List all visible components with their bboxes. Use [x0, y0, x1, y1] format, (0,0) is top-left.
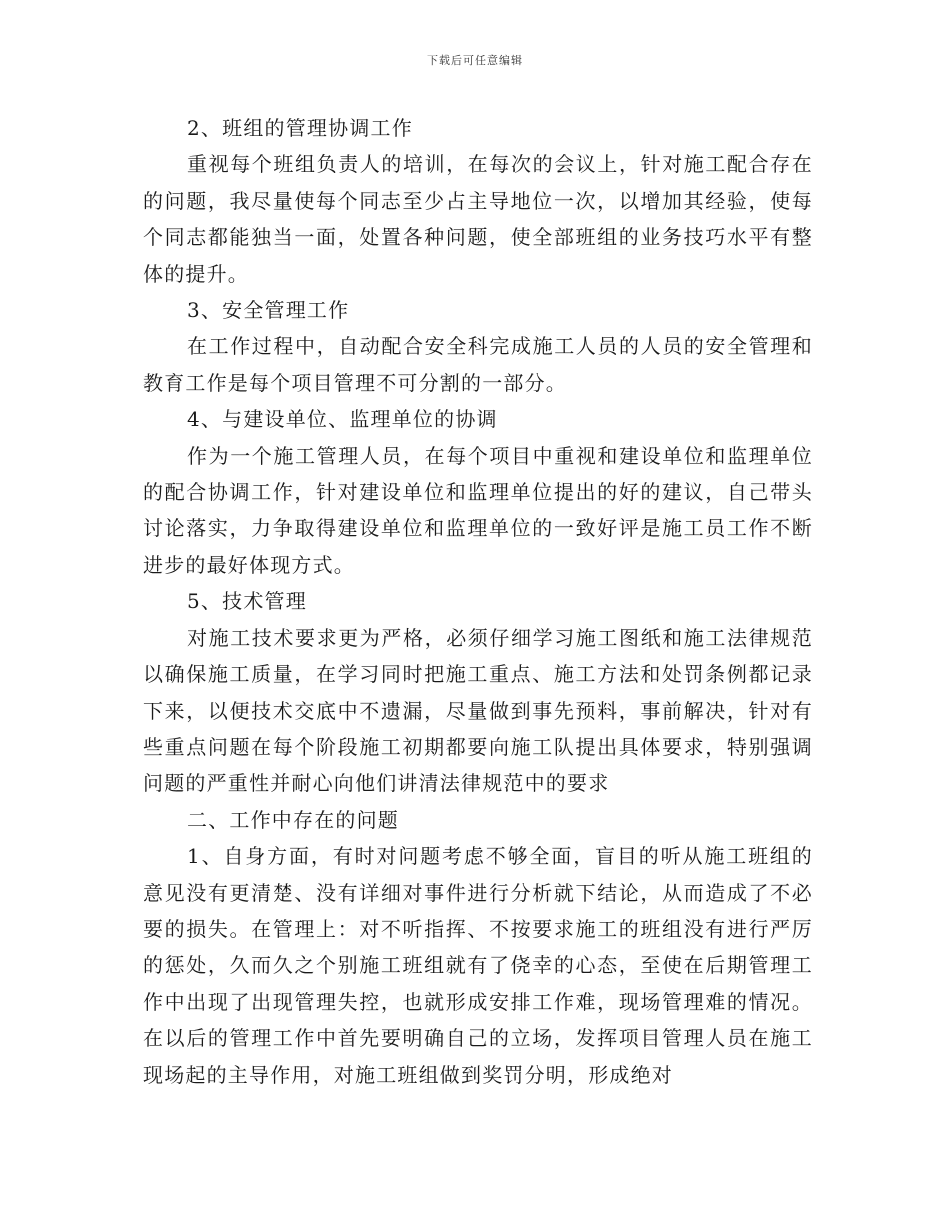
section-heading-team-coordination: 2、班组的管理协调工作 — [187, 116, 413, 140]
paragraph-existing-problems: 1、自身方面，有时对问题考虑不够全面，盲目的听从施工班组的意见没有更清楚、没有详细对事件进行分析就下结论，从而造成了不必要的损失。在管理上：对不听指挥、不按要求施工的班组没有进行严厉的惩处，久而久之个别施工班组就有了侥幸的心态，至使在后期管理工作中出现了出现管理失控，也就形成安排工作难，现场管理难的情况。在以后的管理工作中首先要明确自己的立场，发挥项目管理人员在施工现场起的主导作用，对施工班组做到奖罚分明，形成绝对 — [143, 844, 813, 1087]
paragraph-team-coordination: 重视每个班组负责人的培训，在每次的会议上，针对施工配合存在的问题，我尽量使每个同志至少占主导地位一次，以增加其经验，使每个同志都能独当一面，处置各种问题，使全部班组的业务技巧水平有整体的提升。 — [143, 152, 813, 286]
paragraph-client-coordination: 作为一个施工管理人员，在每个项目中重视和建设单位和监理单位的配合协调工作，针对建设单位和监理单位提出的好的建议，自己带头讨论落实，力争取得建设单位和监理单位的一致好评是施工员工作不断进步的最好体现方式。 — [143, 443, 813, 577]
section-heading-existing-problems: 二、工作中存在的问题 — [187, 807, 399, 832]
paragraph-technical-management: 对施工技术要求更为严格，必须仔细学习施工图纸和施工法律规范以确保施工质量，在学习同时把施工重点、施工方法和处罚条例都记录下来，以便技术交底中不遗漏，尽量做到事先预料，事前解决，针对有些重点问题在每个阶段施工初期都要向施工队提出具体要求，特别强调问题的严重性并耐心向他们讲清法律规范中的要求 — [143, 625, 813, 796]
section-heading-technical-management: 5、技术管理 — [187, 589, 307, 614]
section-heading-safety-management: 3、安全管理工作 — [187, 298, 350, 323]
document-body — [143, 110, 813, 1093]
paragraph-safety-management: 在工作过程中，自动配合安全科完成施工人员的人员的安全管理和教育工作是每个项目管理不可分割的一部分。 — [143, 334, 813, 395]
section-heading-client-coordination: 4、与建设单位、监理单位的协调 — [187, 407, 498, 432]
page-header-note: 下载后可任意编辑 — [427, 54, 523, 67]
